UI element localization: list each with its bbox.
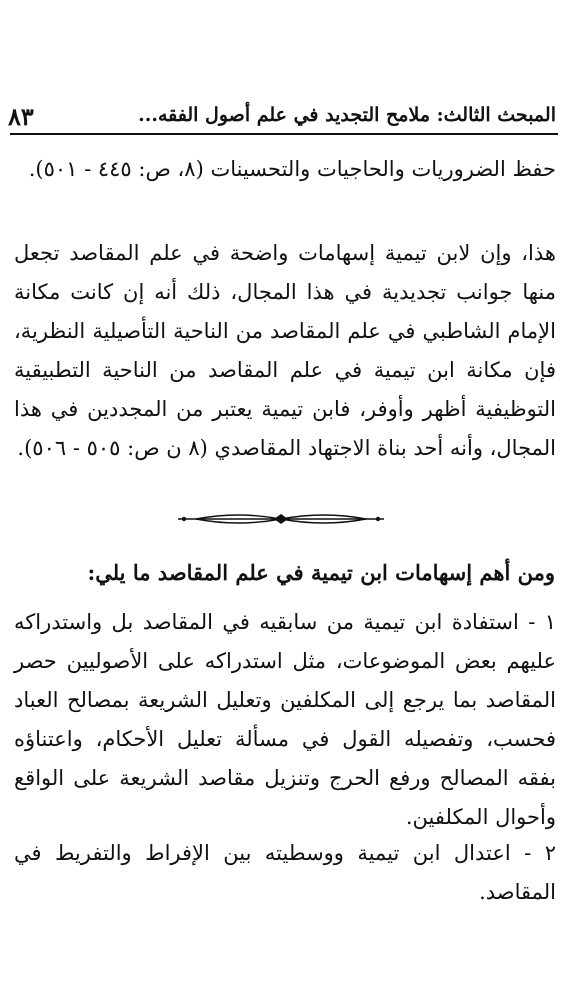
running-title: المبحث الثالث: ملامح التجديد في علم أصول الفقه... [138,104,556,126]
paragraph-continuation: حفظ الضروريات والحاجيات والتحسينات (٨، ص: ٤٤٥ - ٥٠١). [28,157,556,181]
section-heading: ومن أهم إسهامات ابن تيمية في علم المقاصد ما يلي: [87,560,555,585]
paragraph-ibn-taymiyya-contributions: هذا، وإن لابن تيمية إسهامات واضحة في علم المقاصد تجعل منها جوانب تجديدية في هذا المجال، ذلك أنه إن كانت مكانة الإمام الشاطبي في علم المقاصد من الناحية التأصيلية النظرية، فإن مكانة ابن تيمية في علم المقاصد من الناحية التطبيقية التوظيفية أظهر وأوفر، فابن تيمية يعتبر من المجددين في هذا المجال، وأنه أحد بناة الاجتهاد المقاصدي (٨ ن ص: ٥٠٥ - ٥٠٦). [14,241,556,460]
header-rule [10,133,558,135]
page-header [8,98,556,134]
decorative-divider-icon [178,508,384,530]
list-item: ٢ - اعتدال ابن تيمية ووسطيته بين الإفراط والتفريط في المقاصد. [14,841,556,904]
page-number: ٨٣ [8,102,34,131]
list-item: ١ - استفادة ابن تيمية من سابقيه في المقاصد بل واستدراكه عليهم بعض الموضوعات، مثل استدراكه على الأصوليين حصر المقاصد بما يرجع إلى المكلفين وتعليل الشريعة بمصالح العباد فحسب، وتفصيله القول في مسألة تعليل الأحكام، واعتناؤه بفقه المصالح ورفع الحرج وتنزيل مقاصد الشريعة على الواقع وأحوال المكلفين. [14,610,556,829]
